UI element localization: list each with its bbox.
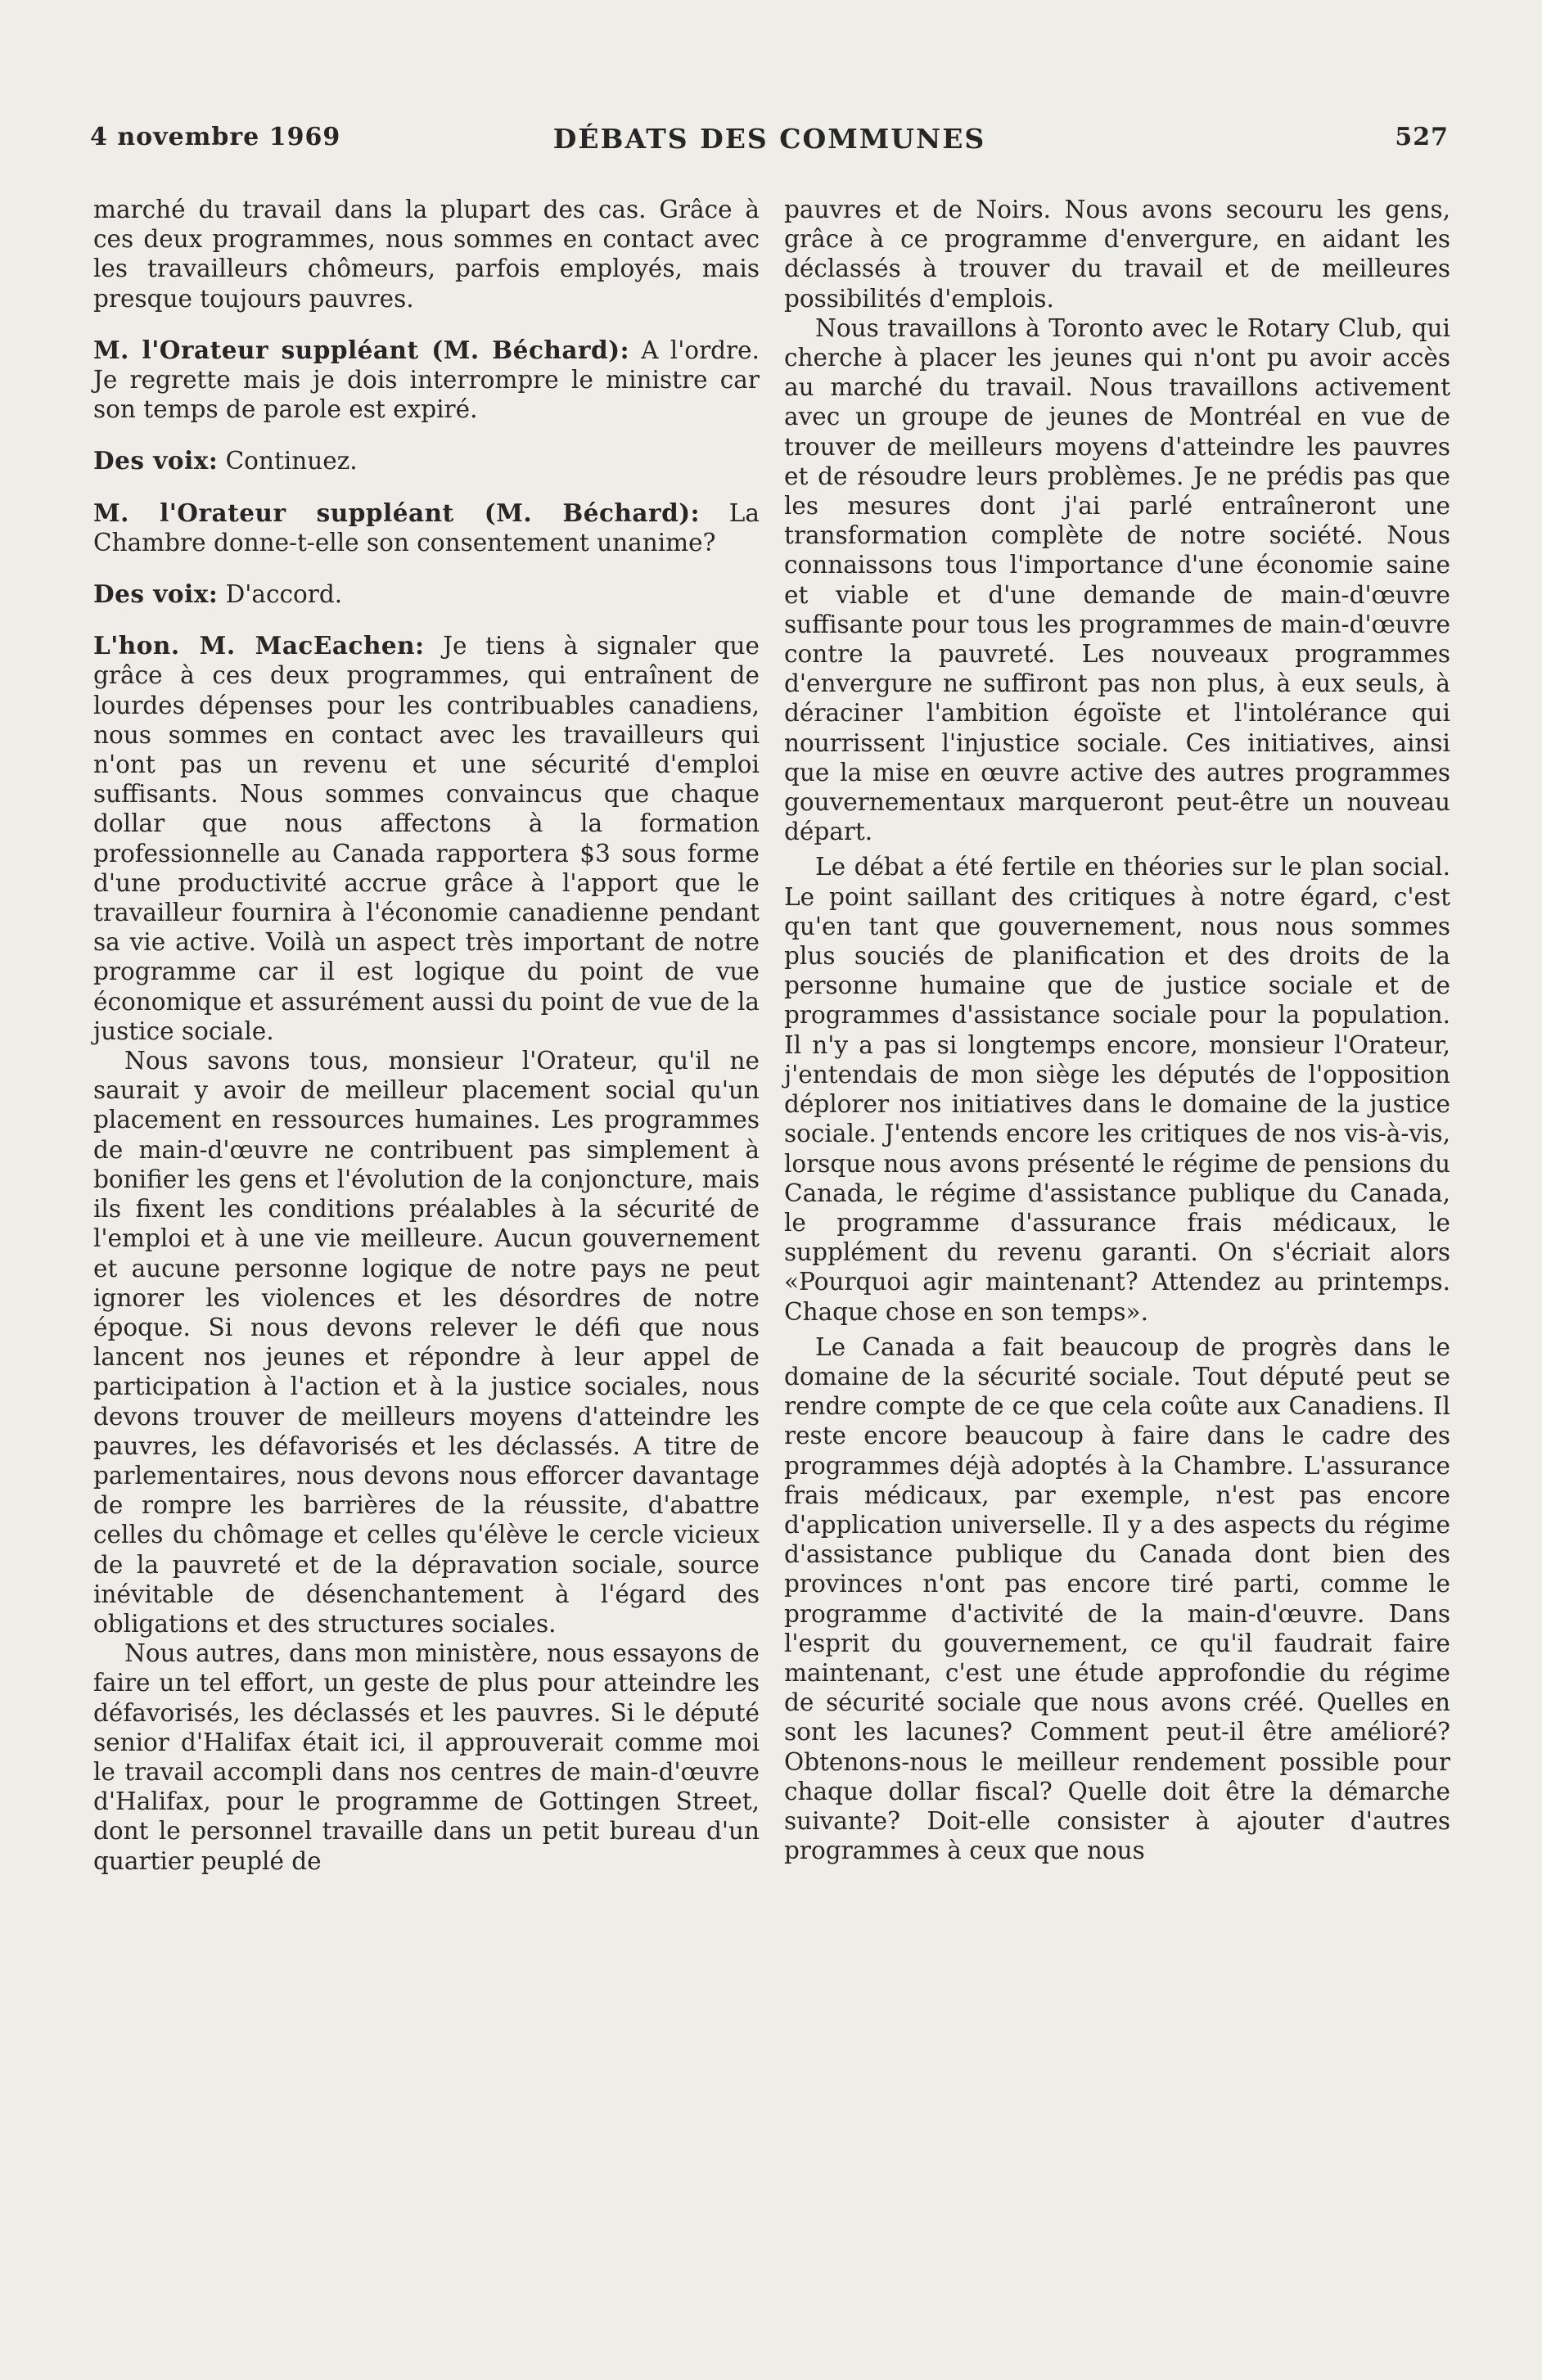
paragraph [93,195,760,313]
paragraph-text: Nous savons tous, monsieur l'Orateur, qu'il ne saurait y avoir de meilleur placement social qu'un placement en ressources humaines. Les programmes de main-d'œuvre ne contribuent pas simplement à bonifier les gens et l'évolution de la conjoncture, mais ils fixent les conditions préalables à la sécurité de l'emploi et à une vie meilleure. Aucun gouvernement et aucune personne logique de notre pays ne peut ignorer les violences et les désordres de notre époque. Si nous devons relever le défi que nous lancent nos jeunes et répondre à leur appel de participation à l'action et à la justice sociales, nous devons trouver de meilleurs moyens d'atteindre les pauvres, les défavorisés et les déclassés. A titre de parlementaires, nous devons nous efforcer davantage de rompre les barrières de la réussite, d'abattre celles du chômage et celles qu'élève le cercle vicieux de la pauvreté et de la dépravation sociale, source inévitable de désenchantement à l'égard des obligations et des structures sociales. [93,1047,760,1638]
paragraph [93,1639,760,1876]
paragraph-text: Nous autres, dans mon ministère, nous essayons de faire un tel effort, un geste de plus pour atteindre les défavorisés, les déclassés et les pauvres. Si le député senior d'Halifax était ici, il approuverait comme moi le travail accompli dans nos centres de main-d'œuvre d'Halifax, pour le programme de Gottingen Street, dont le personnel travaille dans un petit bureau d'un quartier peuplé de [93,1639,760,1875]
paragraph [784,313,1450,847]
page-number: 527 [1395,123,1449,151]
paragraph-text: Nous travaillons à Toronto avec le Rotary Club, qui cherche à placer les jeunes qui n'ont pu avoir accès au marché du travail. Nous travaillons activement avec un groupe de jeunes de Montréal en vue de trouver de meilleurs moyens d'atteindre les pauvres et de résoudre leurs problèmes. Je ne prédis pas que les mesures dont j'ai parlé entraîneront une transformation complète de notre société. Nous connaissons tous l'importance d'une économie saine et viable et d'une demande de main-d'œuvre suffisante pour tous les programmes de main-d'œuvre contre la pauvreté. Les nouveaux programmes d'envergure ne suffiront pas non plus, à eux seuls, à déraciner l'ambition égoïste et l'intolérance qui nourrissent l'injustice sociale. Ces initiatives, ainsi que la mise en œuvre active des autres programmes gouvernementaux marqueront peut-être un nouveau départ. [784,313,1450,846]
right-column [784,195,1450,1865]
left-column [93,195,760,1876]
speech-paragraph [93,498,760,557]
speech-paragraph [93,579,760,609]
paragraph [784,1332,1450,1866]
speaker-name: M. l'Orateur suppléant (M. Béchard): [93,498,701,527]
speech-text: A l'ordre. Je regrette mais je dois interrompre le ministre car son temps de parole est expiré. [93,336,760,424]
paragraph [784,195,1450,313]
paragraph-text: marché du travail dans la plupart des cas. Grâce à ces deux programmes, nous sommes en contact avec les travailleurs chômeurs, parfois employés, mais presque toujours pauvres. [93,196,760,313]
speech-text: La Chambre donne-t-elle son consentement unanime? [93,498,760,557]
paragraph-text: pauvres et de Noirs. Nous avons secouru les gens, grâce à ce programme d'envergure, en aidant les déclassés à trouver du travail et de meilleures possibilités d'emplois. [784,196,1450,313]
speech-text: D'accord. [218,580,343,609]
header-date: 4 novembre 1969 [90,123,341,151]
speaker-name: L'hon. M. MacEachen: [93,631,425,660]
paragraph [93,1046,760,1639]
header-title: DÉBATS DES COMMUNES [552,123,986,155]
speaker-name: Des voix: [93,446,219,476]
speech-text: Je tiens à signaler que grâce à ces deux programmes, qui entraînent de lourdes dépenses pour les contribuables canadiens, nous sommes en contact avec les travailleurs qui n'ont pas un revenu et une sécurité d'emploi suffisants. Nous sommes convaincus que chaque dollar que nous affectons à la formation professionnelle au Canada rapportera $3 sous forme d'une productivité accrue grâce à l'apport que le travailleur fournira à l'économie canadienne pendant sa vie active. Voilà un aspect très important de notre programme car il est logique du point de vue économique et assurément aussi du point de vue de la justice sociale. [93,632,760,1045]
speaker-name: Des voix: [93,579,219,609]
page-header [90,123,1449,172]
speech-paragraph [93,446,760,476]
paragraph [784,852,1450,1326]
speech-text: Continuez. [218,447,358,476]
paragraph-text: Le Canada a fait beaucoup de progrès dans le domaine de la sécurité sociale. Tout député peut se rendre compte de ce que cela coûte aux Canadiens. Il reste encore beaucoup à faire dans le cadre des programmes déjà adoptés à la Chambre. L'assurance frais médicaux, par exemple, n'est pas encore d'application universelle. Il y a des aspects du régime d'assistance publique du Canada dont bien des provinces n'ont pas encore tiré parti, comme le programme d'activité de la main-d'œuvre. Dans l'esprit du gouvernement, ce qu'il faudrait faire maintenant, c'est une étude approfondie du régime de sécurité sociale que nous avons créé. Quelles en sont les lacunes? Comment peut-il être amélioré? Obtenons-nous le meilleur rendement possible pour chaque dollar fiscal? Quelle doit être la démarche suivante? Doit-elle consister à ajouter d'autres programmes à ceux que nous [784,1332,1450,1865]
paragraph-text: Le débat a été fertile en théories sur le plan social. Le point saillant des critiques à notre égard, c'est qu'en tant que gouvernement, nous nous sommes plus souciés de planification et des droits de la personne humaine que de justice sociale et de programmes d'assistance sociale pour la population. Il n'y a pas si longtemps encore, monsieur l'Orateur, j'entendais de mon siège les députés de l'opposition déplorer nos initiatives dans le domaine de la justice sociale. J'entends encore les critiques de nos vis-à-vis, lorsque nous avons présenté le régime de pensions du Canada, le régime d'assistance publique du Canada, le programme d'assurance frais médicaux, le supplément du revenu garanti. On s'écriait alors «Pourquoi agir maintenant? Attendez au printemps. Chaque chose en son temps». [784,853,1450,1326]
speaker-name: M. l'Orateur suppléant (M. Béchard): [93,335,629,364]
speech-paragraph [93,631,760,1046]
speech-paragraph [93,336,760,425]
